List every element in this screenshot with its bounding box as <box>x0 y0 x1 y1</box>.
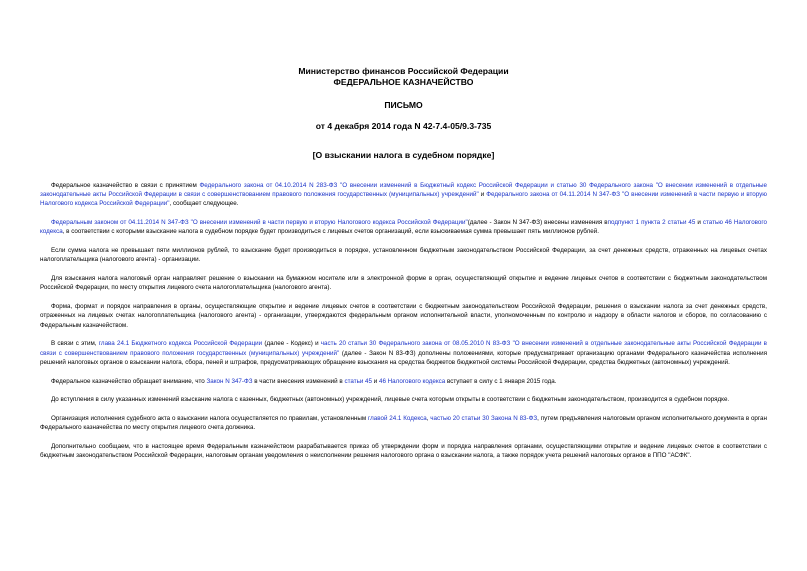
body-paragraph <box>40 302 767 330</box>
paragraph-text: , сообщает следующее. <box>169 200 239 208</box>
paragraph-text: До вступления в силу указанных изменений взыскание налога с казенных, бюджетных (автономных) учреждений, лицевые счета которым открыты в соответствии с бюджетным законодательством, производится в судебном порядке. <box>51 396 730 404</box>
legal-reference-link[interactable]: главой 24.1 Кодекса <box>367 415 427 423</box>
legal-reference-link[interactable]: Федеральным законом от 04.11.2014 N 347-ФЗ "О внесении изменений в части первую и вторую Налогового кодекса Российской Федерации" <box>51 219 468 227</box>
body-paragraph <box>40 395 767 404</box>
paragraph-text: (далее - Кодекс) и <box>262 340 321 348</box>
legal-reference-link[interactable]: статью 46 Налогового кодекса <box>40 219 768 236</box>
paragraph-text: в части внесения изменений в <box>252 377 345 385</box>
legal-reference-link[interactable]: часть 20 статьи 30 Федерального закона от 08.05.2010 N 83-ФЗ "О внесении изменений в отдельные законодательные акты Российской Федерации в связи с совершенствованием правового положения государственных (муниципальных) учреждений" <box>40 340 768 357</box>
treasury-name: ФЕДЕРАЛЬНОЕ КАЗНАЧЕЙСТВО <box>333 77 474 87</box>
ministry-name: Министерство финансов Российской Федерации <box>298 66 509 76</box>
paragraph-text: Федеральное казначейство обращает внимание, что <box>51 377 207 385</box>
legal-reference-link[interactable]: Закон N 347-ФЗ <box>206 377 253 385</box>
body-paragraph <box>40 442 767 460</box>
legal-reference-link[interactable]: Федерального закона от 04.10.2014 N 283-ФЗ "О внесении изменений в Бюджетный кодекс Российской Федерации и статью 30 Федерального закона "О внесении изменений в отдельные законодательные акты Российской Федерации в связи с совершенствованием правового положения государственных (муниципальных) учреждений" <box>40 182 767 199</box>
legal-reference-link[interactable]: глава 24.1 Бюджетного кодекса Российской Федерации <box>98 340 263 348</box>
body-paragraph <box>40 414 767 432</box>
paragraph-text: и <box>695 219 703 227</box>
paragraph-text: , путем предъявления налоговым органом исполнительного документа в орган Федерального казначейства по месту открытия лицевого счета должника. <box>40 415 767 432</box>
paragraph-text: Организация исполнения судебного акта о взыскании налога осуществляется по правилам, установленным <box>51 415 368 423</box>
legal-reference-link[interactable]: Федерального закона от 04.11.2014 N 347-ФЗ "О внесении изменений в части первую и вторую Налогового кодекса Российской Федерации" <box>40 191 767 208</box>
paragraph-text: (далее - Закон N 347-ФЗ) внесены изменения в <box>467 219 608 227</box>
paragraph-text: вступает в силу с 1 января 2015 года. <box>445 377 557 385</box>
body-paragraph <box>40 274 767 292</box>
body-paragraph <box>40 246 767 264</box>
document-type: ПИСЬМО <box>384 100 423 110</box>
document-body <box>40 181 767 461</box>
paragraph-text: и <box>478 191 487 199</box>
document-header <box>40 66 767 161</box>
paragraph-text: , <box>426 415 431 423</box>
paragraph-text: и <box>372 377 379 385</box>
paragraph-text: Если сумма налога не превышает пяти миллионов рублей, то взыскание будет производиться в порядке, установленном бюджетным законодательством Российской Федерации, за счет денежных средств, отраженных на лицевых счетах налогоплательщика (налогового агента) - организации. <box>40 247 767 264</box>
paragraph-text: Форма, формат и порядок направления в органы, осуществляющие открытие и ведение лицевых счетов в соответствии с бюджетным законодательством Российской Федерации, решения о взыскании налога за счет денежных средств, отраженных на лицевых счетах налогоплательщика (налогового агента) - организации, утверждаются федеральным органом исполнительной власти, уполномоченным по контролю и надзору в области налогов и сборов, по согласованию с Федеральным казначейством. <box>40 303 767 329</box>
document-date-number: от 4 декабря 2014 года N 42-7.4-05/9.3-735 <box>315 121 492 131</box>
legal-reference-link[interactable]: подпункт 1 пункта 2 статьи 45 <box>607 219 696 227</box>
paragraph-text: Для взыскания налога налоговый орган направляет решение о взыскании на бумажном носителе или в электронной форме в орган, осуществляющий открытие и ведение лицевых счетов в соответствии с бюджетным законодательством Российской Федерации, по месту открытия лицевого счета налогоплательщика (налогового агента). <box>40 275 767 292</box>
paragraph-text: В связи с этим, <box>51 340 99 348</box>
paragraph-text: (далее - Закон N 83-ФЗ) дополнены положениями, которые предусматривает организацию органами Федерального казначейства исполнения решений налоговых органов о взыскании налога, сбора, пеней и штрафов, предусматривающих обращение взыскания на средства бюджетов бюджетной системы Российской Федерации, средства бюджетных (автономных) учреждений. <box>40 349 767 366</box>
legal-reference-link[interactable]: частью 20 статьи 30 Закона N 83-ФЗ <box>430 415 538 423</box>
legal-reference-link[interactable]: статьи 45 <box>344 377 373 385</box>
paragraph-text: Дополнительно сообщаем, что в настоящее время Федеральным казначейством разрабатывается приказ об утверждении форм и порядка направления органами, осуществляющими открытие и ведение лицевых счетов в соответствии с бюджетным законодательством Российской Федерации, налоговым органам уведомления о неисполнении решения налогового органа о взыскании налога, а также порядок учета решений налоговых органов в ППО "АСФК". <box>40 443 767 460</box>
legal-reference-link[interactable]: 46 Налогового кодекса <box>378 377 446 385</box>
body-paragraph <box>40 339 767 367</box>
body-paragraph <box>40 218 767 236</box>
paragraph-text: , в соответствии с которыми взыскание налога в судебном порядке будет производиться с лицевых счетов организаций, если взыскиваемая сумма превышает пять миллионов рублей. <box>62 228 599 236</box>
document-subject: [О взыскании налога в судебном порядке] <box>312 150 495 160</box>
paragraph-text: Федеральное казначейство в связи с принятием <box>51 182 200 189</box>
body-paragraph <box>40 181 767 209</box>
body-paragraph <box>40 377 767 386</box>
